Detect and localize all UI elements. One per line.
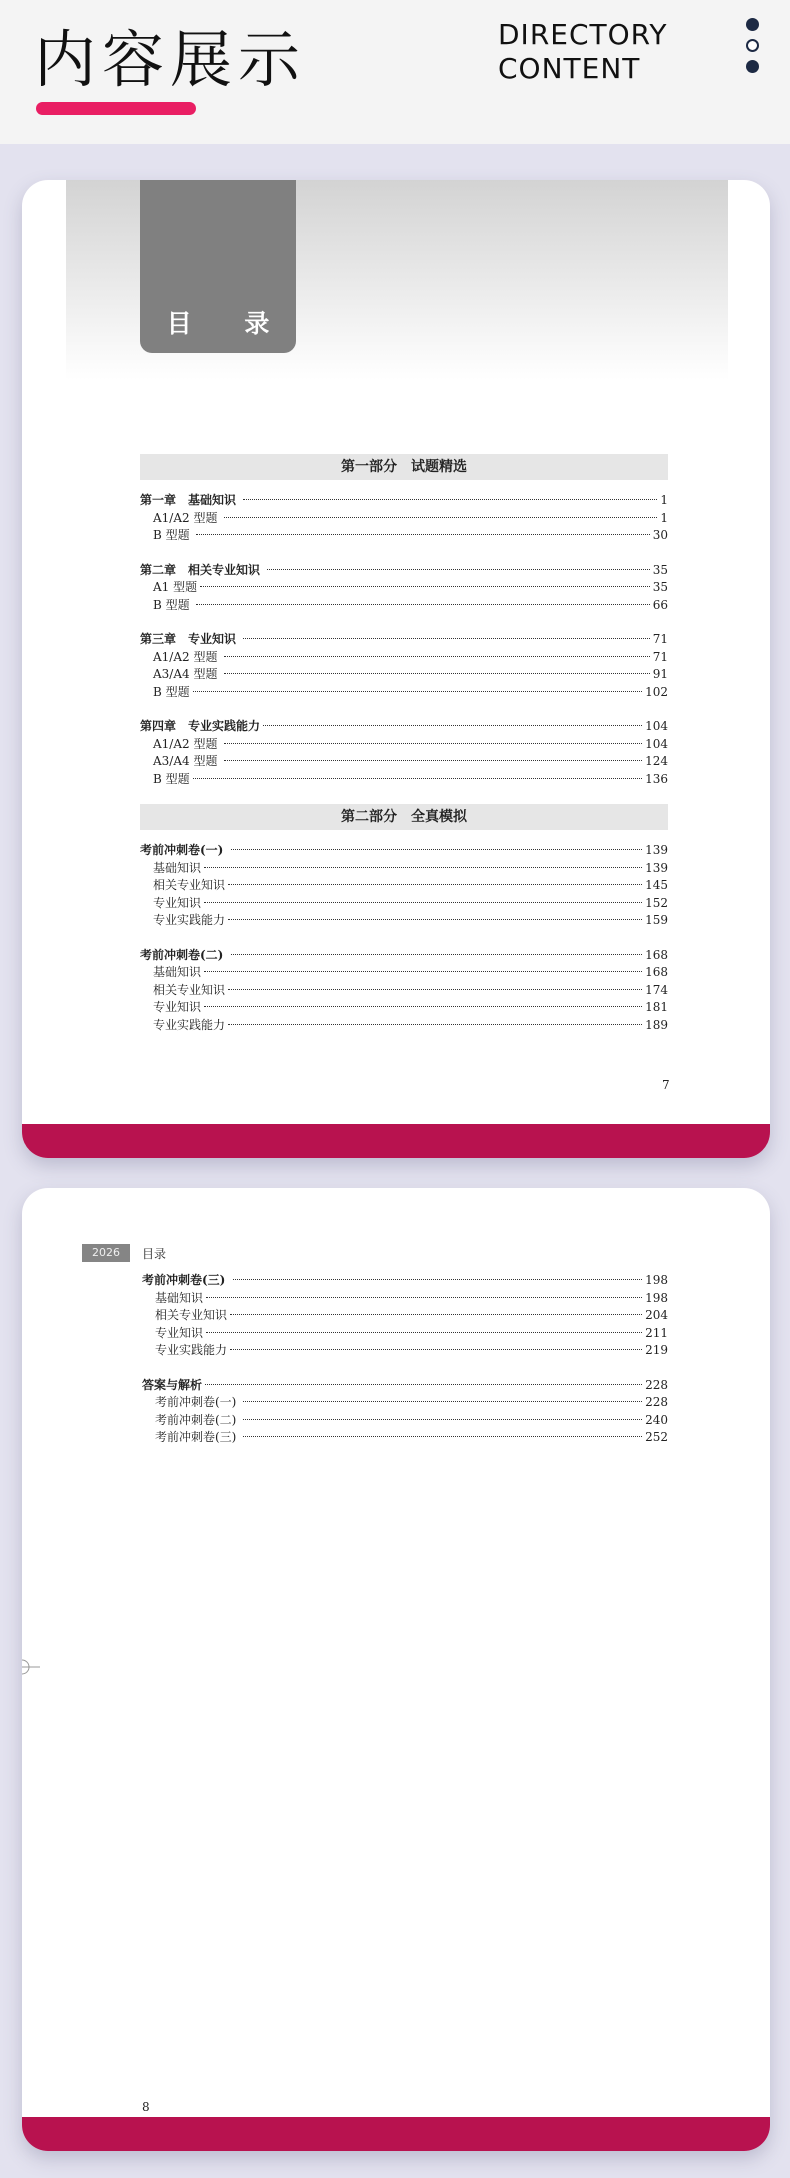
toc-entry-label: 专业知识 — [153, 895, 202, 910]
dot-hollow-icon — [746, 39, 759, 52]
toc-subentry — [140, 912, 668, 930]
dot-leader — [204, 971, 642, 972]
dot-leader — [224, 743, 642, 744]
toc-chapter-entry — [140, 947, 668, 965]
dot-leader — [196, 604, 649, 605]
toc-gap — [140, 614, 668, 631]
toc-entry-label: A1/A2 型题 — [153, 649, 222, 664]
header — [0, 0, 790, 144]
dot-filled-icon — [746, 60, 759, 73]
toc-entry-label: 专业实践能力 — [155, 1343, 228, 1357]
toc-entry-page: 124 — [645, 754, 668, 768]
toc-subentry — [140, 999, 668, 1017]
pager-dots — [746, 18, 760, 81]
footer-bar — [22, 1124, 770, 1158]
toc-entry-page: 204 — [645, 1308, 668, 1322]
dot-leader — [231, 954, 643, 955]
toc-entry-label: 第三章 专业知识 — [140, 632, 241, 646]
toc-subentry — [140, 860, 668, 878]
page-title: 内容展示 — [34, 23, 307, 96]
section-heading: 第二部分 全真模拟 — [140, 804, 668, 830]
dot-leader — [230, 1314, 642, 1315]
toc-entry-label: 考前冲刺卷(二) — [155, 1412, 241, 1427]
toc-chapter-entry — [142, 1272, 668, 1290]
toc-chapter-entry — [142, 1377, 668, 1395]
toc-entries — [140, 492, 668, 788]
toc-entry-page: 240 — [645, 1412, 668, 1427]
dot-leader — [267, 569, 650, 570]
toc-subentry — [140, 510, 668, 528]
toc-entry-label: 相关专业知识 — [155, 1308, 228, 1322]
toc-subentry — [140, 964, 668, 982]
toc-entry-label: 基础知识 — [153, 965, 202, 979]
dot-leader — [204, 867, 642, 868]
toc-entry-page: 35 — [652, 580, 668, 594]
title-accent-bar — [36, 102, 196, 115]
toc-subentry — [142, 1412, 668, 1430]
dot-leader — [263, 725, 642, 726]
toc-entry-page: 228 — [645, 1377, 668, 1392]
toc-entry-page: 104 — [645, 719, 668, 733]
dot-leader — [193, 778, 642, 779]
toc-entry-page: 228 — [645, 1395, 668, 1409]
book-page-7 — [22, 180, 770, 1158]
toc-subentry — [140, 527, 668, 545]
year-tag: 2026 — [82, 1244, 130, 1262]
toc-entry-label: A3/A4 型题 — [153, 667, 222, 681]
toc-subentry — [142, 1325, 668, 1343]
toc-subentry — [140, 771, 668, 789]
toc-entry-label: 考前冲刺卷(三) — [155, 1430, 241, 1444]
toc-gap — [142, 1360, 668, 1377]
toc-part-2-continued — [142, 1272, 668, 1447]
toc-subentry — [142, 1394, 668, 1412]
toc-entry-page: 198 — [645, 1290, 668, 1305]
toc-subentry — [140, 666, 668, 684]
toc-entry-page: 189 — [645, 1017, 668, 1032]
toc-entry-page: 211 — [645, 1325, 668, 1340]
dot-leader — [243, 1419, 642, 1420]
toc-entry-label: A1/A2 型题 — [153, 510, 222, 525]
dot-leader — [228, 1024, 642, 1025]
toc-entry-label: 专业实践能力 — [153, 913, 226, 927]
toc-chapter-entry — [140, 562, 668, 580]
dot-leader — [224, 760, 642, 761]
toc-entry-page: 91 — [652, 667, 668, 681]
toc-entry-page: 30 — [652, 528, 668, 542]
toc-subentry — [140, 982, 668, 1000]
toc-entry-page: 1 — [660, 510, 668, 525]
toc-entry-page: 145 — [645, 878, 668, 892]
dot-leader — [243, 638, 650, 639]
dot-leader — [228, 884, 642, 885]
toc-entry-page: 168 — [645, 947, 668, 962]
toc-subentry — [140, 1017, 668, 1035]
toc-entry-label: 相关专业知识 — [153, 982, 226, 997]
toc-entry-page: 35 — [652, 562, 668, 577]
dot-leader — [204, 902, 642, 903]
running-title: 目录 — [142, 1247, 167, 1261]
toc-entry-label: A1 型题 — [153, 580, 198, 594]
toc-entry-label: B 型题 — [153, 597, 194, 612]
dot-leader — [206, 1297, 642, 1298]
toc-part-1 — [140, 454, 668, 788]
toc-subentry — [140, 753, 668, 771]
dot-leader — [243, 499, 657, 500]
toc-entry-page: 152 — [645, 895, 668, 910]
toc-entry-label: 专业知识 — [155, 1325, 204, 1340]
toc-subentry — [140, 736, 668, 754]
toc-entry-label: 考前冲刺卷(二) — [140, 947, 228, 962]
toc-entry-page: 139 — [645, 860, 668, 875]
dot-leader — [230, 1349, 642, 1350]
toc-subentry — [140, 649, 668, 667]
toc-entry-label: 专业知识 — [153, 1000, 202, 1014]
dot-leader — [224, 673, 649, 674]
toc-chapter-entry — [140, 492, 668, 510]
footer-bar — [22, 2117, 770, 2151]
toc-entry-page: 136 — [645, 771, 668, 786]
toc-entry-page: 181 — [645, 1000, 668, 1014]
contents-tab — [140, 180, 296, 353]
toc-subentry — [140, 895, 668, 913]
dot-leader — [196, 534, 649, 535]
toc-entry-label: 答案与解析 — [142, 1377, 203, 1392]
toc-entry-label: B 型题 — [153, 528, 194, 542]
toc-entry-label: 考前冲刺卷(一) — [155, 1395, 241, 1409]
toc-entry-label: B 型题 — [153, 771, 190, 786]
dot-leader — [193, 691, 642, 692]
toc-chapter-entry — [140, 631, 668, 649]
dot-leader — [206, 1332, 642, 1333]
toc-subentry — [142, 1342, 668, 1360]
dot-leader — [205, 1384, 642, 1385]
toc-subentry — [142, 1307, 668, 1325]
page-number: 7 — [662, 1078, 670, 1092]
dot-leader — [228, 989, 642, 990]
dot-leader — [243, 1436, 642, 1437]
subtitle-line-2: CONTENT — [498, 52, 641, 85]
toc-entry-page: 139 — [645, 843, 668, 857]
toc-entry-page: 198 — [645, 1273, 668, 1287]
dot-leader — [224, 656, 649, 657]
toc-entry-page: 66 — [652, 597, 668, 612]
header-subtitle — [498, 18, 667, 86]
toc-entry-page: 104 — [645, 736, 668, 751]
toc-entry-page: 71 — [652, 632, 668, 646]
toc-entries — [142, 1272, 668, 1447]
toc-part-2 — [140, 804, 668, 1034]
toc-gap — [140, 701, 668, 718]
dot-leader — [228, 919, 642, 920]
toc-entry-page: 219 — [645, 1343, 668, 1357]
toc-entry-label: 基础知识 — [153, 860, 202, 875]
toc-gap — [140, 545, 668, 562]
toc-entry-label: 考前冲刺卷(一) — [140, 843, 228, 857]
toc-entry-label: A1/A2 型题 — [153, 736, 222, 751]
toc-entry-label: 第一章 基础知识 — [140, 493, 241, 507]
toc-entry-label: 第二章 相关专业知识 — [140, 562, 265, 577]
toc-chapter-entry — [140, 842, 668, 860]
toc-entries — [140, 842, 668, 1034]
toc-entry-label: 相关专业知识 — [153, 878, 226, 892]
toc-entry-page: 102 — [645, 684, 668, 699]
contents-tab-label: 目 录 — [166, 309, 292, 338]
toc-chapter-entry — [140, 718, 668, 736]
toc-entry-label: 基础知识 — [155, 1290, 204, 1305]
dot-leader — [243, 1401, 642, 1402]
toc-entry-page: 1 — [660, 493, 668, 507]
dot-leader — [204, 1006, 642, 1007]
toc-entry-label: B 型题 — [153, 684, 190, 699]
crosshair-icon — [22, 1658, 40, 1676]
toc-subentry — [140, 597, 668, 615]
toc-entry-page: 71 — [652, 649, 668, 664]
toc-entry-page: 174 — [645, 982, 668, 997]
subtitle-line-1: DIRECTORY — [498, 18, 668, 51]
toc-entry-page: 252 — [645, 1430, 668, 1444]
dot-leader — [231, 849, 643, 850]
toc-entry-label: 考前冲刺卷(三) — [142, 1273, 230, 1287]
dot-leader — [233, 1279, 643, 1280]
dot-filled-icon — [746, 18, 759, 31]
toc-entry-label: 第四章 专业实践能力 — [140, 719, 261, 733]
toc-subentry — [140, 579, 668, 597]
page-number: 8 — [142, 2100, 150, 2114]
toc-subentry — [142, 1290, 668, 1308]
toc-subentry — [142, 1429, 668, 1447]
toc-entry-label: A3/A4 型题 — [153, 754, 222, 768]
toc-subentry — [140, 877, 668, 895]
toc-entry-page: 159 — [645, 913, 668, 927]
toc-entry-label: 专业实践能力 — [153, 1017, 226, 1032]
toc-subentry — [140, 684, 668, 702]
book-page-8 — [22, 1188, 770, 2151]
section-heading: 第一部分 试题精选 — [140, 454, 668, 480]
dot-leader — [200, 586, 650, 587]
toc-entry-page: 168 — [645, 965, 668, 979]
toc-gap — [140, 930, 668, 947]
dot-leader — [224, 517, 657, 518]
